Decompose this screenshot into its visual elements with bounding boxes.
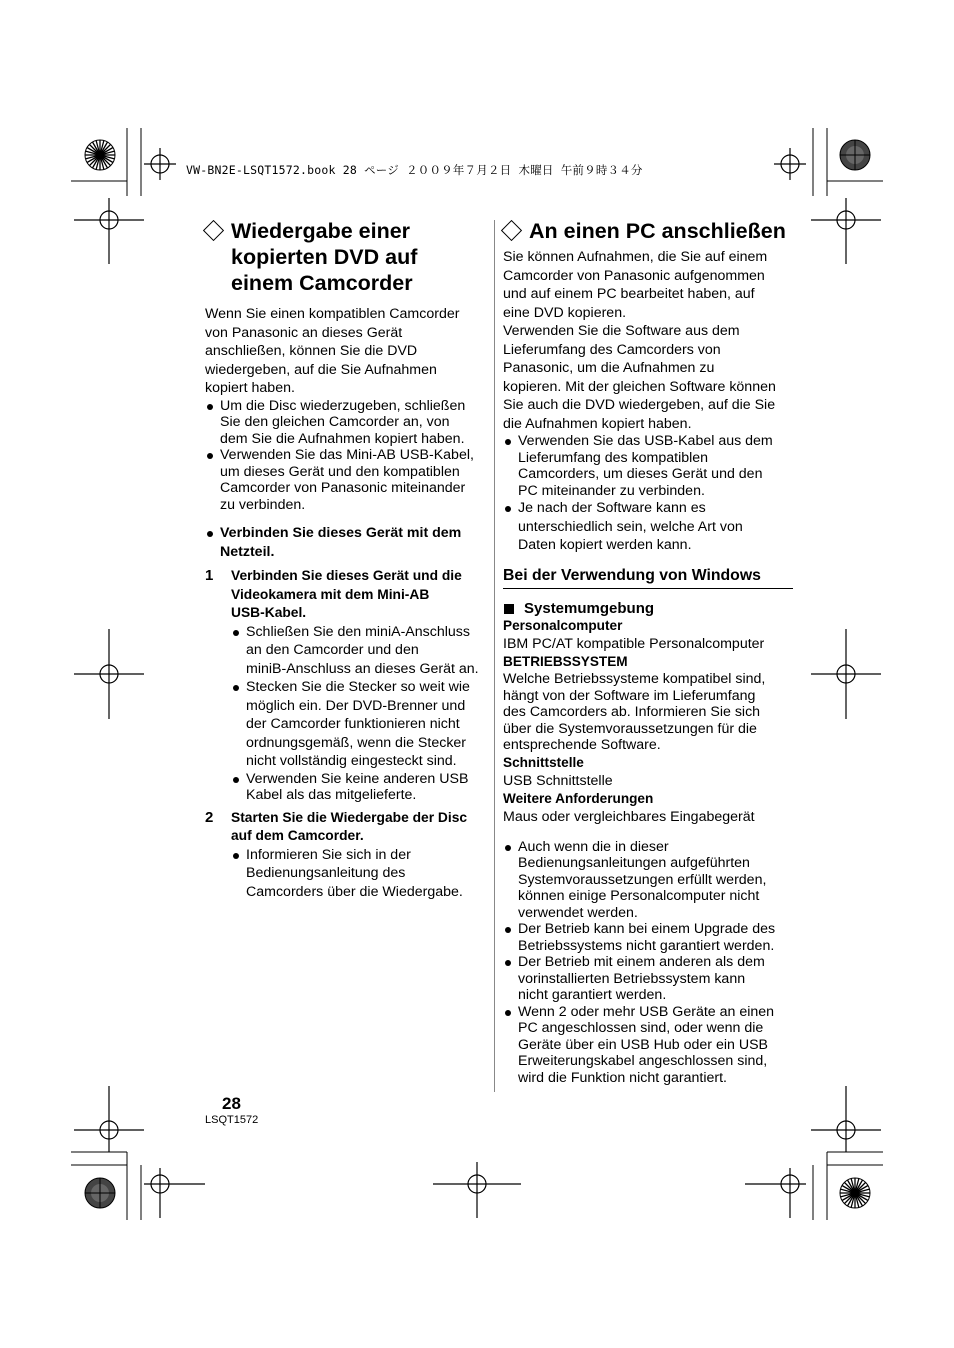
spec-label: Schnittstelle bbox=[503, 754, 584, 770]
diamond-icon bbox=[501, 220, 522, 241]
right-intro-2: Verwenden Sie die Software aus dem Lieferumfang des Camcorders von Panasonic, um die Aufnahmen zu kopieren. Mit der gleichen Software können Sie auch die DVD wiedergeben, auf die Sie die Aufnahmen kopiert haben. bbox=[503, 323, 776, 432]
spec-list bbox=[503, 617, 793, 827]
list-item: Der Betrieb mit einem anderen als dem vorinstallierten Betriebssystem kann nicht garantiert werden. bbox=[503, 954, 793, 1004]
column-divider bbox=[494, 220, 495, 1092]
list-item: Informieren Sie sich in der Bedienungsanleitung des Camcorders über die Wiedergabe. bbox=[231, 846, 490, 902]
list-item: Verbinden Sie dieses Gerät mit dem Netzteil. bbox=[205, 524, 490, 561]
windows-subheading: Bei der Verwendung von Windows bbox=[503, 567, 793, 589]
list-item: Schließen Sie den miniA-Anschluss an den Camcorder und den miniB-Anschluss an dieses Gerät an. bbox=[231, 623, 490, 679]
right-bullets bbox=[503, 433, 793, 555]
step-1: 1 Verbinden Sie dieses Gerät und die Videokamera mit dem Mini-AB USB-Kabel. bbox=[205, 567, 462, 620]
left-intro: Wenn Sie einen kompatiblen Camcorder von Panasonic an dieses Gerät anschließen, können Sie die DVD wiedergeben, auf die Sie Aufnahmen kopiert haben. bbox=[205, 306, 460, 396]
spec-label: Personalcomputer bbox=[503, 617, 623, 633]
list-item: Je nach der Software kann es unterschiedlich sein, welche Art von Daten kopiert werden kann. bbox=[503, 499, 793, 555]
list-item: Verwenden Sie das Mini-AB USB-Kabel, um dieses Gerät und den kompatiblen Camcorder von Panasonic miteinander zu verbinden. bbox=[205, 447, 490, 513]
spec-value: Welche Betriebssysteme kompatibel sind, hängt von der Software im Lieferumfang des Camcorders ab. Informieren Sie sich über die Systemvoraussetzungen für die entsprechende Software. bbox=[503, 671, 766, 754]
list-item: Verwenden Sie das USB-Kabel aus dem Lieferumfang des kompatiblen Camcorders, um dieses Gerät und den PC miteinander zu verbinden. bbox=[503, 433, 793, 499]
list-item: Wenn 2 oder mehr USB Geräte an einen PC angeschlossen sind, oder wenn die Geräte über ein USB Hub oder ein USB Erweiterungskabel angeschlossen sind, wird die Funktion nicht garantiert. bbox=[503, 1004, 793, 1087]
spec-value: Maus oder vergleichbares Eingabegerät bbox=[503, 809, 755, 826]
system-heading: Systemumgebung bbox=[503, 600, 793, 617]
print-header-line: VW-BN2E-LSQT1572.book 28 ページ ２００９年７月２日 木曜日 午前９時３４分 bbox=[186, 163, 643, 177]
left-section-title: Wiedergabe einer kopierten DVD auf einem Camcorder bbox=[205, 218, 490, 296]
step-1-bullets bbox=[205, 623, 490, 804]
step-2-bullets bbox=[205, 846, 490, 902]
right-notes bbox=[503, 839, 793, 1087]
doc-code: LSQT1572 bbox=[205, 1114, 259, 1126]
list-item: Verwenden Sie keine anderen USB Kabel als das mitgelieferte. bbox=[231, 771, 490, 804]
left-column bbox=[205, 218, 490, 901]
list-item: Der Betrieb kann bei einem Upgrade des Betriebssystems nicht garantiert werden. bbox=[503, 921, 793, 954]
diamond-icon bbox=[203, 220, 224, 241]
spec-label: BETRIEBSSYSTEM bbox=[503, 654, 628, 669]
spec-value: IBM PC/AT kompatible Personalcomputer bbox=[503, 635, 765, 652]
page-number: 28 bbox=[222, 1094, 241, 1113]
left-bullets bbox=[205, 398, 490, 514]
square-bullet-icon bbox=[504, 604, 514, 614]
list-item: Um die Disc wiederzugeben, schließen Sie den gleichen Camcorder an, von dem Sie die Aufnahmen kopiert haben. bbox=[205, 398, 490, 448]
list-item: Stecken Sie die Stecker so weit wie möglich ein. Der DVD-Brenner und der Camcorder funktionieren nicht ordnungsgemäß, wenn die Stecker nicht vollständig eingesteckt sind. bbox=[231, 678, 490, 771]
step-number: 2 bbox=[205, 808, 214, 826]
right-column bbox=[503, 218, 793, 1086]
spec-value: USB Schnittstelle bbox=[503, 772, 613, 789]
step-number: 1 bbox=[205, 567, 214, 584]
list-item: Auch wenn die in dieser Bedienungsanleitungen aufgeführten Systemvoraussetzungen erfüllt werden, können einige Personalcomputer nicht verwendet werden. bbox=[503, 839, 793, 922]
step-2: 2 Starten Sie die Wiedergabe der Disc auf dem Camcorder. bbox=[205, 808, 468, 843]
right-intro-1: Sie können Aufnahmen, die Sie auf einem Camcorder von Panasonic aufgenommen und auf einem PC bearbeitet haben, auf eine DVD kopieren. bbox=[503, 249, 768, 321]
prep-note bbox=[205, 524, 490, 561]
spec-label: Weitere Anforderungen bbox=[503, 791, 654, 807]
right-section-title: An einen PC anschließen bbox=[503, 218, 793, 244]
